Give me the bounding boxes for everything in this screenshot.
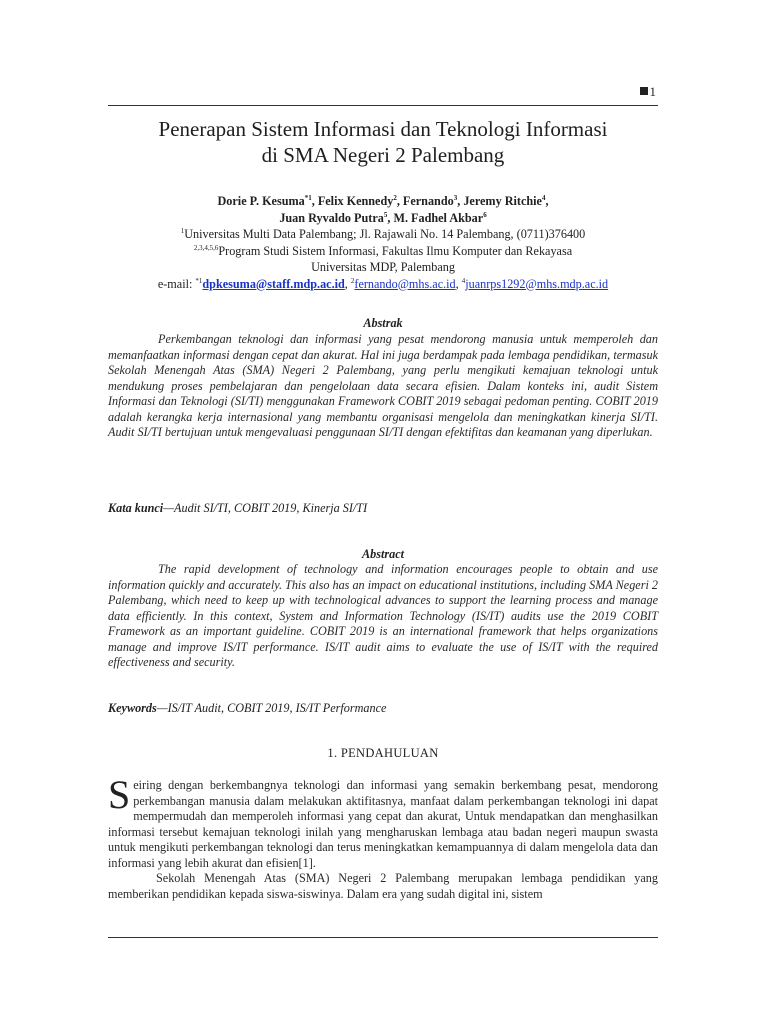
email-link-2[interactable]: fernando@mhs.ac.id [354,276,456,291]
square-bullet-icon [640,87,648,95]
affiliation-2: $^{2,3,4,5,6}$Program Studi Sistem Informasi, Fakultas Ilmu Komputer dan Rekayasa [193,243,573,258]
abstract-heading: Abstract [362,547,404,561]
affiliation-1: $^1$Universitas Multi Data Palembang; Jl. Rajawali No. 14 Palembang, (0711)376400 [180,226,586,241]
section-body [108,772,658,902]
email-link-3[interactable]: juanrps1292@mhs.mdp.ac.id [465,276,609,291]
author-block [108,193,658,292]
email-line: e-mail: $^{*1}$dpkesuma@staff.mdp.ac.id, $^2$fernando@mhs.ac.id, $^4$juanrps1292@mhs.mdp.ac.id [157,276,609,291]
title-line-1: Penerapan Sistem Informasi dan Teknologi Informasi [158,117,608,141]
paragraph-1: Seiring dengan berkembangnya teknologi dan informasi yang semakin berkembang pesat, mendorong perkembangan manusia dalam melakukan aktifitasnya, manfaat dalam perkembangan teknologi ini dapat mempermudah dan memperoleh informasi yang cepat dan akurat, Untuk mendapatkan dan menghasilkan informasi tersebut kemajuan teknologi inilah yang mengharuskan lembaga atau badan negeri maupun swasta untuk mengikuti perkembangan teknologi dan terus meningkatkan kemampuannya di dalam mengelola data dan informasi yang lebih akurat dan efisien[1]. [108,772,658,870]
paragraph-2: Sekolah Menengah Atas (SMA) Negeri 2 Palembang merupakan lembaga pendidikan yang memberikan pendidikan kepada siswa-siswinya. Dalam era yang sudah digital ini, sistem [108,871,658,901]
page-number: 1 [606,84,656,100]
abstrak-heading: Abstrak [363,316,403,330]
affiliation-3: Universitas MDP, Palembang [311,260,455,274]
footer-rule [108,937,658,938]
abstract-body: The rapid development of technology and information encourages people to obtain and use information quickly and accurately. This also has an impact on educational institutions, including SMA Negeri 2 Palembang, which need to keep up with technological advances to support the learning process and manage data efficiently. In this context, System and Information Technology (IS/IT) audits use the 2019 COBIT Framework as an important guideline. COBIT 2019 is an international framework that helps organizations manage and improve IS/IT performance. IS/IT audit aims to evaluate the use of IS/IT with the required effectiveness and security. [108,562,658,669]
kata-kunci: Kata kunci—Audit SI/TI, COBIT 2019, Kinerja SI/TI [108,501,368,515]
keywords: Keywords—IS/IT Audit, COBIT 2019, IS/IT Performance [108,701,387,715]
author-line-2: Juan Ryvaldo Putra$^5$, M. Fadhel Akbar$^6$ [279,210,487,225]
dropcap: S [108,772,131,817]
email-link-1[interactable]: dpkesuma@staff.mdp.ac.id [202,276,345,291]
header-rule [108,105,658,106]
title-line-2: di SMA Negeri 2 Palembang [261,143,505,167]
author-line-1: Dorie P. Kesuma$^{*1}$, Felix Kennedy$^2$, Fernando$^3$, Jeremy Ritchie$^4$, [217,193,549,208]
paper-title [108,116,658,168]
section-heading-pendahuluan: 1. PENDAHULUAN [327,746,439,760]
abstrak-body: Perkembangan teknologi dan informasi yang pesat mendorong manusia untuk memperoleh dan memanfaatkan informasi dengan cepat dan akurat. Hal ini juga berdampak pada lembaga pendidikan, termasuk Sekolah Menengah Atas (SMA) Negeri 2 Palembang, yang perlu mengikuti kemajuan teknologi untuk mendukung proses pembelajaran dan pengelolaan data secara efisien. Dalam konteks ini, audit Sistem Informasi dan Teknologi (SI/TI) menggunakan Framework COBIT 2019 sebagai pedoman penting. COBIT 2019 adalah kerangka kerja internasional yang membantu organisasi mengelola dan meningkatkan kinerja SI/TI. Audit SI/TI bertujuan untuk mengevaluasi penggunaan SI/TI dengan efektifitas dan keamanan yang diperlukan. [108,332,658,439]
